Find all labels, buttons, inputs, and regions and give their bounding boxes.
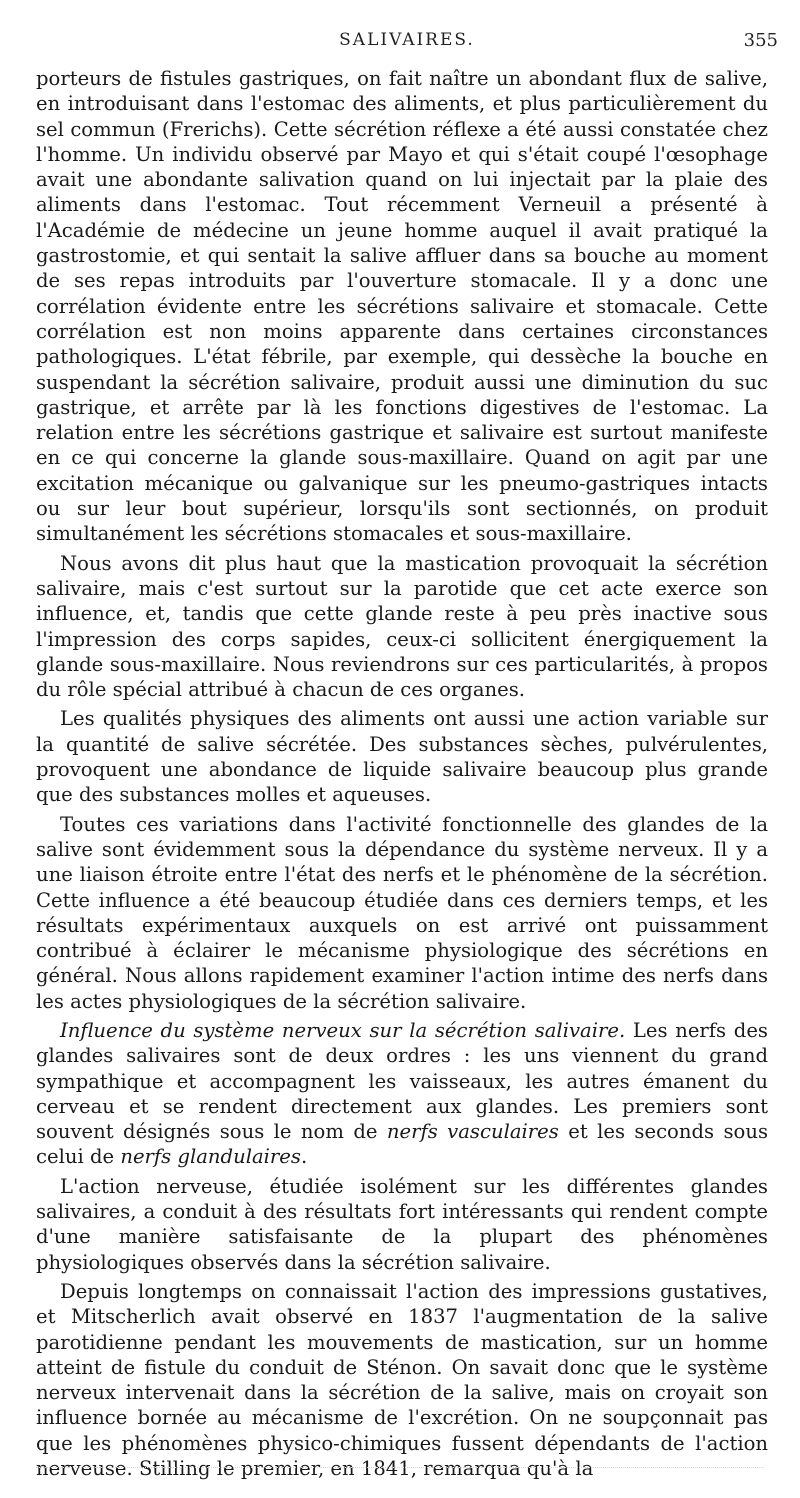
- paragraph-1: porteurs de fistules gastriques, on fait naître un abondant flux de salive, en introduisant dans l'estomac des aliments, et plus particulièrement du sel commun (Frerichs). Cette sécrétion réflexe a été aussi constatée chez l'homme. Un individu observé par Mayo et qui s'était coupé l'œsophage avait une abondante salivation quand on lui injectait par la plaie des aliments dans l'estomac. Tout récemment Verneuil a présenté à l'Académie de médecine un jeune homme auquel il avait pratiqué la gastrostomie, et qui sentait la salive affluer dans sa bouche au moment de ses repas introduits par l'ouverture stomacale. Il y a donc une corrélation évidente entre les sécrétions salivaire et stomacale. Cette corrélation est non moins apparente dans certaines circonstances pathologiques. L'état fébrile, par exemple, qui dessèche la bouche en suspendant la sécrétion salivaire, produit aussi une diminution du suc gastrique, et arrête par là les fonctions digestives de l'estomac. La relation entre les sécrétions gastrique et salivaire est surtout manifeste en ce qui concerne la glande sous-maxillaire. Quand on agit par une excitation mécanique ou galvanique sur les pneumo-gastriques intacts ou sur leur bout supérieur, lorsqu'ils sont sectionnés, on produit simultanément les sécrétions stomacales et sous-maxillaire.: [36, 67, 768, 546]
- page-number: 355: [743, 30, 778, 51]
- paragraph-2: Nous avons dit plus haut que la mastication provoquait la sécrétion salivaire, mais c'est surtout sur la parotide que cet acte exerce son influence, et, tandis que cette glande reste à peu près inactive sous l'impression des corps sapides, ceux-ci sollicitent énergiquement la glande sous-maxillaire. Nous reviendrons sur ces particularités, à propos du rôle spécial attribué à chacun de ces organes.: [36, 551, 768, 702]
- section-heading: Influence du système nerveux sur la sécrétion salivaire.: [60, 1018, 626, 1042]
- paragraph-5-text-b: et les seconds sous celui de: [36, 1120, 768, 1169]
- paragraph-5-text-a: Les nerfs des glandes salivaires sont de deux ordres : les uns viennent du grand sympathique et accompagnent les vaisseaux, les autres émanent du cerveau et se rendent directement aux glandes. Les premiers sont souvent désignés sous le nom de: [36, 1018, 768, 1144]
- paragraph-5: [36, 1018, 768, 1170]
- term-nerfs-vasculaires: nerfs vasculaires: [386, 1120, 559, 1144]
- term-nerfs-glandulaires: nerfs glandulaires: [120, 1145, 301, 1169]
- paragraph-7: Depuis longtemps on connaissait l'action des impressions gustatives, et Mitscherlich avait observé en 1837 l'augmentation de la salive parotidienne pendant les mouvements de mastication, sur un homme atteint de fistule du conduit de Sténon. On savait donc que le système nerveux intervenait dans la sécrétion de la salive, mais on croyait son influence bornée au mécanisme de l'excrétion. On ne soupçonnait pas que les phénomènes physico-chimiques fussent dépendants de l'action nerveuse. Stilling le premier, en 1841, remarqua qu'à la: [36, 1279, 768, 1481]
- footer-rule: [36, 1467, 764, 1470]
- running-head: SALIVAIRES.: [339, 30, 475, 50]
- paragraph-4: Toutes ces variations dans l'activité fonctionnelle des glandes de la salive sont évidemment sous la dépendance du système nerveux. Il y a une liaison étroite entre l'état des nerfs et le phénomène de la sécrétion. Cette influence a été beaucoup étudiée dans ces derniers temps, et les résultats expérimentaux auxquels on est arrivé ont puissamment contribué à éclairer le mécanisme physiologique des sécrétions en général. Nous allons rapidement examiner l'action intime des nerfs dans les actes physiologiques de la sécrétion salivaire.: [36, 812, 768, 1013]
- paragraph-3: Les qualités physiques des aliments ont aussi une action variable sur la quantité de salive sécrétée. Des substances sèches, pulvérulentes, provoquent une abondance de liquide salivaire beaucoup plus grande que des substances molles et aqueuses.: [36, 707, 768, 807]
- paragraph-5-text-c: .: [300, 1145, 308, 1169]
- body-text: [36, 66, 768, 1485]
- paragraph-6: L'action nerveuse, étudiée isolément sur les différentes glandes salivaires, a conduit à des résultats fort intéressants qui rendent compte d'une manière satisfaisante de la plupart des phénomènes physiologiques observés dans la sécrétion salivaire.: [36, 1174, 768, 1274]
- page-header: [36, 30, 778, 54]
